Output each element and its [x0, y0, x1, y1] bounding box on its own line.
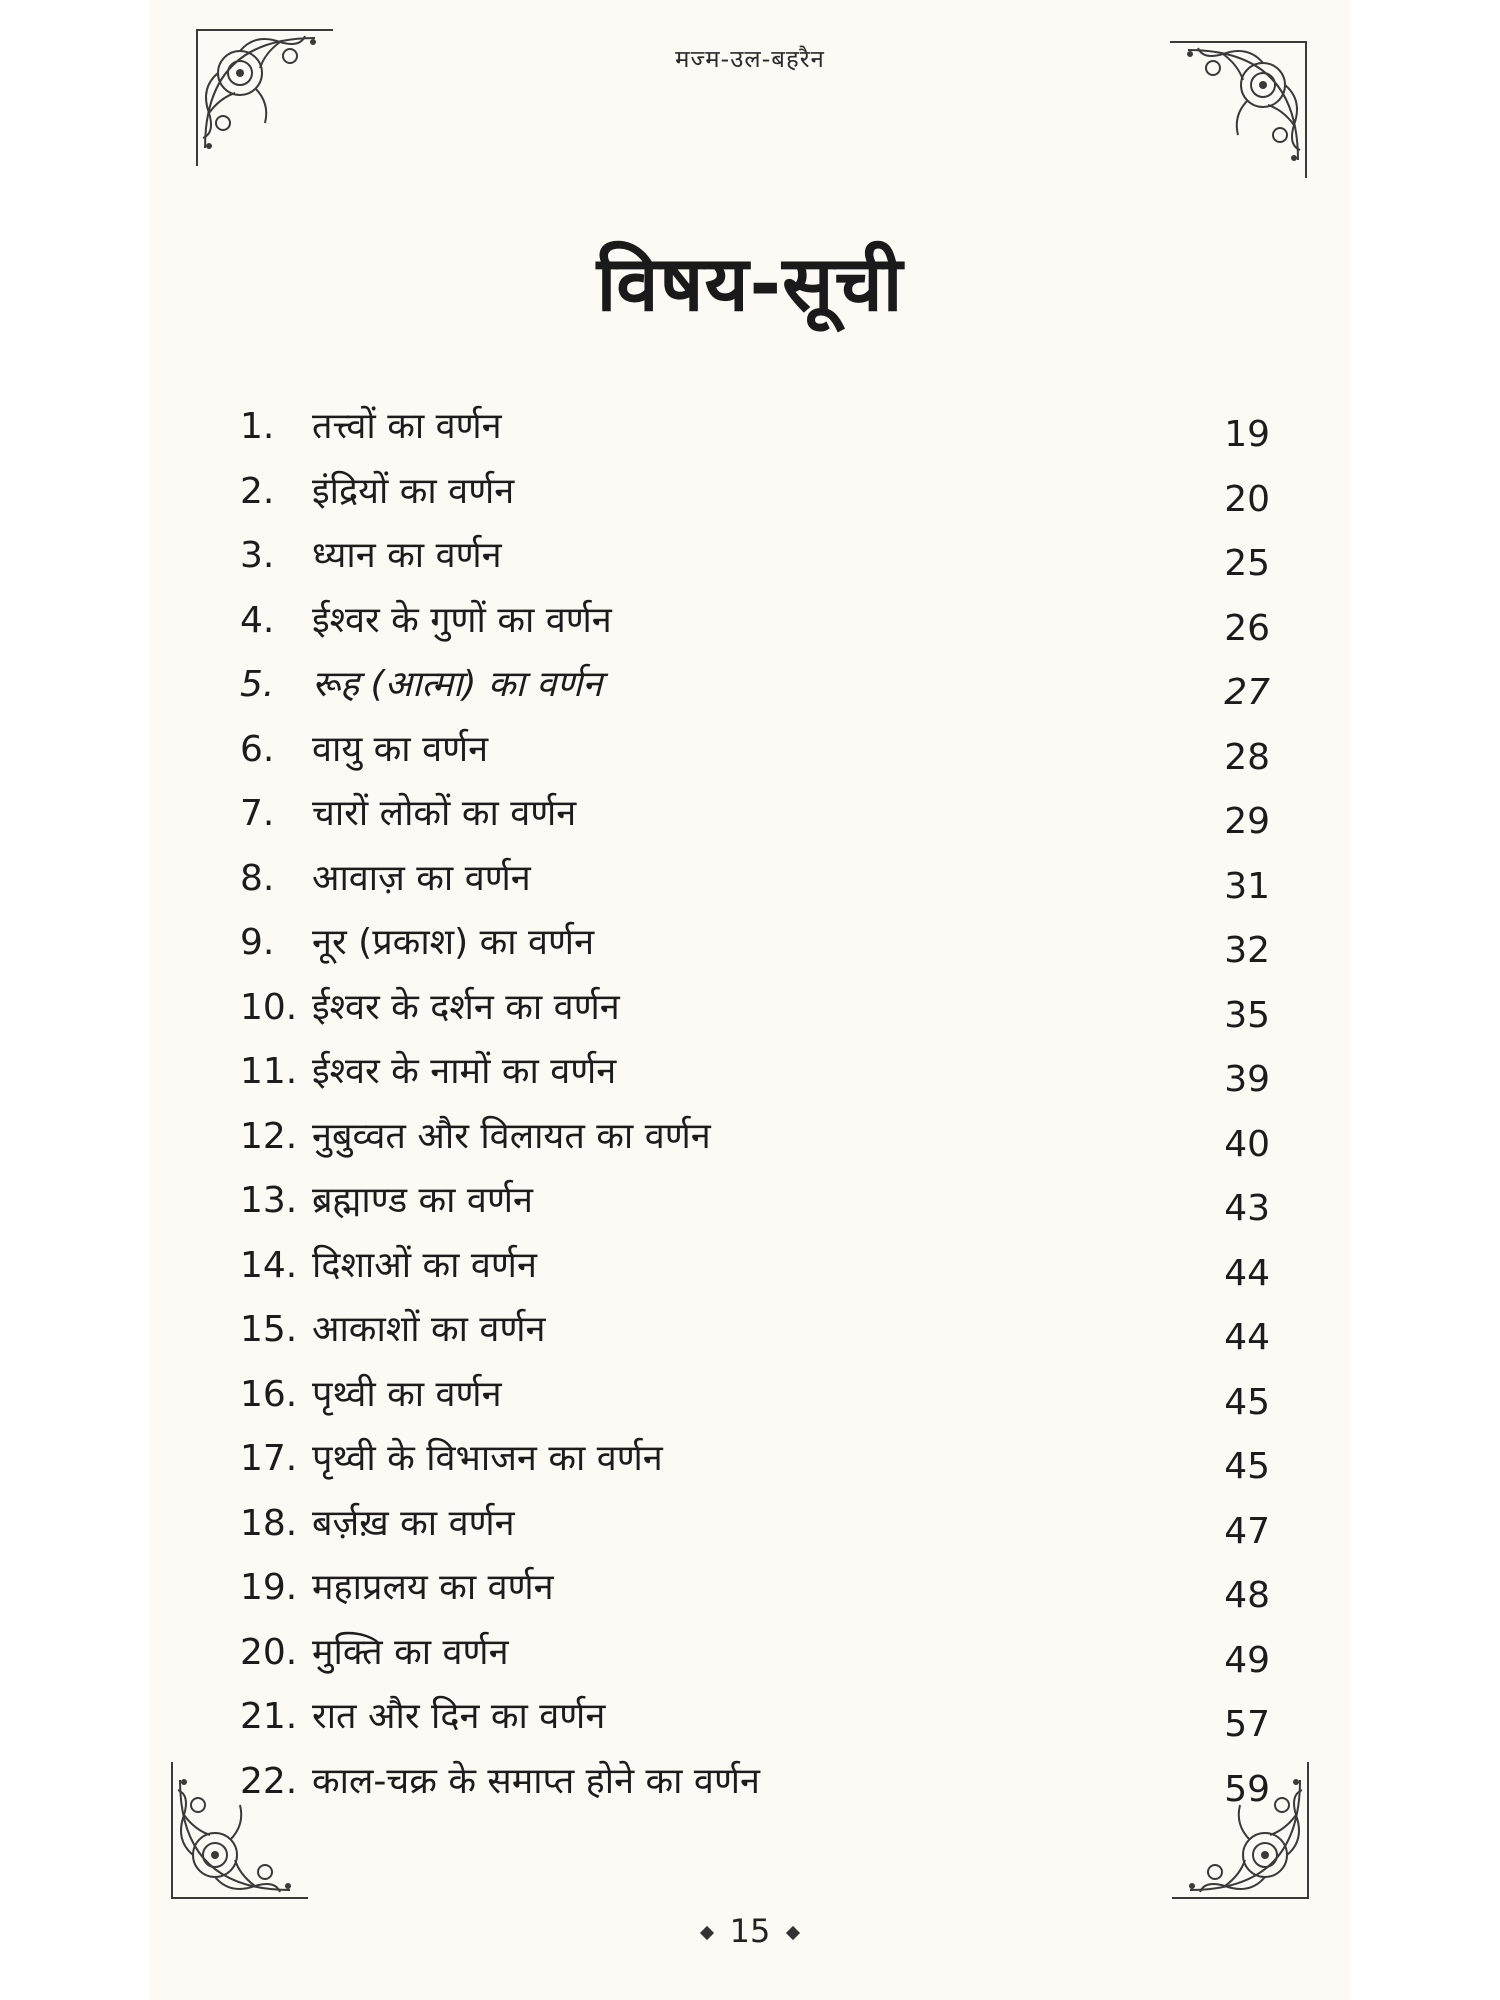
toc-entry-page: 32 — [1224, 930, 1270, 971]
toc-entry-page: 47 — [1224, 1510, 1270, 1552]
toc-entry-number: 17. — [240, 1438, 298, 1479]
toc-entry-title: इंद्रियों का वर्णन — [312, 470, 515, 512]
page-number: 15 — [729, 1912, 771, 1950]
toc-entry-number: 5. — [240, 664, 275, 705]
toc-entry-title: रात और दिन का वर्णन — [312, 1696, 606, 1737]
toc-entry-page: 44 — [1224, 1317, 1270, 1358]
toc-entry-number: 8. — [240, 857, 275, 899]
toc-entry-page: 29 — [1224, 801, 1270, 842]
toc-entry-page: 49 — [1224, 1639, 1270, 1681]
toc-entry-title: चारों लोकों का वर्णन — [312, 793, 577, 834]
toc-entry-title: आकाशों का वर्णन — [312, 1309, 546, 1350]
diamond-right-icon — [786, 1926, 800, 1940]
page-title: विषय-सूची — [596, 239, 904, 328]
toc-entry-title: ध्यान का वर्णन — [312, 535, 502, 576]
toc-entry-number: 6. — [240, 728, 275, 770]
toc-entry-page: 28 — [1224, 736, 1270, 778]
toc-entry-number: 20. — [240, 1631, 298, 1673]
toc-entry-number: 19. — [240, 1567, 298, 1608]
toc-entry-page: 45 — [1224, 1381, 1270, 1423]
toc-entry-title: तत्त्वों का वर्णन — [312, 406, 502, 447]
toc-entry-title: वायु का वर्णन — [312, 728, 489, 770]
toc-entry-title: मुक्ति का वर्णन — [312, 1631, 509, 1673]
corner-ornament-top-right-icon — [1168, 40, 1308, 180]
toc-entry-title: पृथ्वी के विभाजन का वर्णन — [312, 1438, 663, 1479]
corner-ornament-top-left-icon — [195, 28, 335, 168]
toc-entry-title: आवाज़ का वर्णन — [312, 857, 531, 899]
toc-entry-title: नूर (प्रकाश) का वर्णन — [312, 922, 595, 963]
toc-entry — [240, 1298, 1270, 1363]
toc-entry-number: 10. — [240, 986, 298, 1028]
toc-entry-number: 13. — [240, 1180, 298, 1221]
toc-entry — [240, 1040, 1270, 1105]
toc-entry-number: 2. — [240, 470, 275, 512]
page-footer — [0, 1912, 1500, 1950]
toc-entry-title: बर्ज़ख़ का वर्णन — [312, 1502, 515, 1544]
corner-ornament-bottom-left-icon — [170, 1760, 310, 1900]
toc-entry — [240, 1169, 1270, 1234]
toc-entry-number: 7. — [240, 793, 275, 834]
toc-entry-page: 40 — [1224, 1123, 1270, 1165]
toc-entry-page: 35 — [1224, 994, 1270, 1036]
toc-entry — [240, 1556, 1270, 1621]
toc-entry — [240, 460, 1270, 525]
toc-entry-title: दिशाओं का वर्णन — [312, 1244, 537, 1286]
toc-entry-page: 26 — [1224, 607, 1270, 649]
toc-entry-number: 22. — [240, 1760, 298, 1802]
toc-entry-title: ईश्वर के गुणों का वर्णन — [312, 599, 612, 641]
toc-entry — [240, 1363, 1270, 1428]
toc-entry — [240, 524, 1270, 589]
toc-entry-number: 12. — [240, 1115, 298, 1157]
toc-entry — [240, 1492, 1270, 1557]
toc-entry-number: 18. — [240, 1502, 298, 1544]
toc-entry-page: 27 — [1224, 672, 1270, 713]
toc-entry-title: रूह (आत्मा) का वर्णन — [312, 664, 603, 705]
table-of-contents — [240, 395, 1270, 1814]
toc-entry — [240, 1750, 1270, 1815]
toc-entry-page: 59 — [1224, 1768, 1270, 1810]
toc-entry-number: 15. — [240, 1309, 298, 1350]
toc-entry-number: 21. — [240, 1696, 298, 1737]
toc-entry-title: पृथ्वी का वर्णन — [312, 1373, 502, 1415]
toc-entry — [240, 847, 1270, 912]
toc-entry-page: 43 — [1224, 1188, 1270, 1229]
toc-entry — [240, 718, 1270, 783]
toc-entry — [240, 1621, 1270, 1686]
toc-entry — [240, 1427, 1270, 1492]
corner-ornament-bottom-right-icon — [1170, 1760, 1310, 1900]
toc-entry — [240, 589, 1270, 654]
toc-entry — [240, 782, 1270, 847]
toc-entry-page: 57 — [1224, 1704, 1270, 1745]
toc-entry-number: 11. — [240, 1051, 298, 1092]
toc-entry-number: 14. — [240, 1244, 298, 1286]
toc-entry — [240, 1234, 1270, 1299]
diamond-left-icon — [700, 1926, 714, 1940]
toc-entry — [240, 911, 1270, 976]
toc-entry-number: 4. — [240, 599, 275, 641]
toc-entry-page: 19 — [1224, 414, 1270, 455]
toc-entry-number: 3. — [240, 535, 275, 576]
toc-entry-page: 44 — [1224, 1252, 1270, 1294]
toc-entry-page: 25 — [1224, 543, 1270, 584]
toc-entry-number: 1. — [240, 406, 275, 447]
toc-entry-number: 9. — [240, 922, 275, 963]
toc-entry — [240, 976, 1270, 1041]
toc-entry-page: 39 — [1224, 1059, 1270, 1100]
toc-entry-title: ईश्वर के नामों का वर्णन — [312, 1051, 617, 1092]
toc-entry — [240, 653, 1270, 718]
toc-entry-title: ब्रह्माण्ड का वर्णन — [312, 1180, 533, 1221]
toc-entry-number: 16. — [240, 1373, 298, 1415]
toc-entry-page: 31 — [1224, 865, 1270, 907]
toc-entry — [240, 1685, 1270, 1750]
toc-entry-title: ईश्वर के दर्शन का वर्णन — [312, 986, 620, 1028]
toc-entry-title: महाप्रलय का वर्णन — [312, 1567, 554, 1608]
toc-entry-page: 48 — [1224, 1575, 1270, 1616]
toc-entry-page: 45 — [1224, 1446, 1270, 1487]
running-header: मज्म-उल-बहरैन — [675, 45, 825, 73]
toc-entry — [240, 1105, 1270, 1170]
toc-entry-title: काल-चक्र के समाप्त होने का वर्णन — [312, 1760, 760, 1802]
toc-entry — [240, 395, 1270, 460]
toc-entry-page: 20 — [1224, 478, 1270, 520]
toc-entry-title: नुबुव्वत और विलायत का वर्णन — [312, 1115, 711, 1157]
